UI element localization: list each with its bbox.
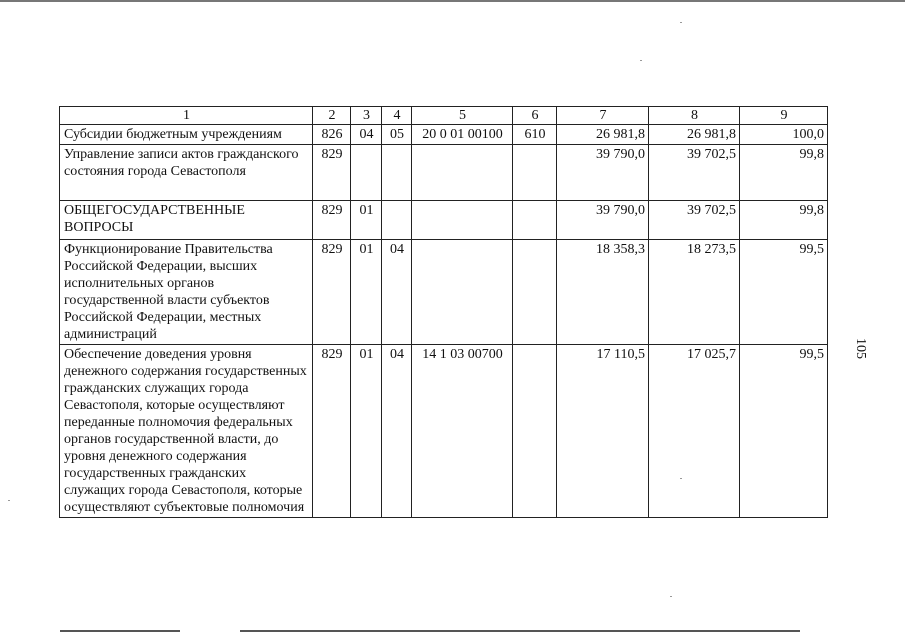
department-code: 829	[313, 201, 351, 240]
subsection-code: 04	[382, 345, 412, 518]
row-name: Обеспечение доведения уровня денежного содержания государственных гражданских служащих города Севастополя, которые осуществляют переданные полномочия федеральных органов государственной власти, до уровня денежного содержания государственных гражданских служащих города Севастополя, которые осуществляют субъектовые полномочия	[60, 345, 313, 518]
column-number: 5	[412, 107, 513, 125]
department-code: 829	[313, 145, 351, 201]
budget-table	[59, 106, 828, 518]
executed-amount: 39 702,5	[649, 145, 740, 201]
target-article-code: 14 1 03 00700	[412, 345, 513, 518]
section-code: 01	[351, 240, 382, 345]
executed-amount: 26 981,8	[649, 125, 740, 145]
row-name: ОБЩЕГОСУДАРСТВЕННЫЕ ВОПРОСЫ	[60, 201, 313, 240]
target-article-code	[412, 201, 513, 240]
execution-percent: 99,8	[740, 145, 828, 201]
executed-amount: 39 702,5	[649, 201, 740, 240]
scan-top-edge	[0, 0, 905, 2]
target-article-code	[412, 145, 513, 201]
execution-percent: 99,5	[740, 345, 828, 518]
department-code: 829	[313, 240, 351, 345]
executed-amount: 18 273,5	[649, 240, 740, 345]
scan-speck	[680, 22, 682, 23]
expense-type-code	[513, 240, 557, 345]
page-number: 105	[853, 338, 868, 359]
table-row	[60, 201, 828, 240]
target-article-code	[412, 240, 513, 345]
execution-percent: 99,5	[740, 240, 828, 345]
column-number: 8	[649, 107, 740, 125]
execution-percent: 100,0	[740, 125, 828, 145]
section-code: 01	[351, 201, 382, 240]
subsection-code	[382, 145, 412, 201]
table-row	[60, 345, 828, 518]
expense-type-code	[513, 345, 557, 518]
approved-amount: 18 358,3	[557, 240, 649, 345]
subsection-code	[382, 201, 412, 240]
subsection-code: 05	[382, 125, 412, 145]
department-code: 829	[313, 345, 351, 518]
column-number: 9	[740, 107, 828, 125]
target-article-code: 20 0 01 00100	[412, 125, 513, 145]
column-number: 4	[382, 107, 412, 125]
scan-speck	[8, 500, 10, 501]
row-name: Управление записи актов гражданского состояния города Севастополя	[60, 145, 313, 201]
table-row	[60, 145, 828, 201]
column-number: 7	[557, 107, 649, 125]
column-number: 2	[313, 107, 351, 125]
section-code: 04	[351, 125, 382, 145]
expense-type-code: 610	[513, 125, 557, 145]
department-code: 826	[313, 125, 351, 145]
scan-bottom-mark	[240, 630, 800, 632]
scan-speck	[670, 596, 672, 597]
expense-type-code	[513, 201, 557, 240]
column-numbers-row	[60, 107, 828, 125]
column-number: 6	[513, 107, 557, 125]
row-name: Функционирование Правительства Российской Федерации, высших исполнительных органов государственной власти субъектов Российской Федерации, местных администраций	[60, 240, 313, 345]
expense-type-code	[513, 145, 557, 201]
approved-amount: 39 790,0	[557, 201, 649, 240]
column-number: 1	[60, 107, 313, 125]
row-name: Субсидии бюджетным учреждениям	[60, 125, 313, 145]
scan-bottom-mark	[60, 630, 180, 632]
approved-amount: 26 981,8	[557, 125, 649, 145]
scan-speck	[640, 60, 642, 61]
approved-amount: 39 790,0	[557, 145, 649, 201]
approved-amount: 17 110,5	[557, 345, 649, 518]
column-number: 3	[351, 107, 382, 125]
section-code: 01	[351, 345, 382, 518]
table-row	[60, 125, 828, 145]
section-code	[351, 145, 382, 201]
executed-amount: 17 025,7	[649, 345, 740, 518]
table-row	[60, 240, 828, 345]
subsection-code: 04	[382, 240, 412, 345]
execution-percent: 99,8	[740, 201, 828, 240]
